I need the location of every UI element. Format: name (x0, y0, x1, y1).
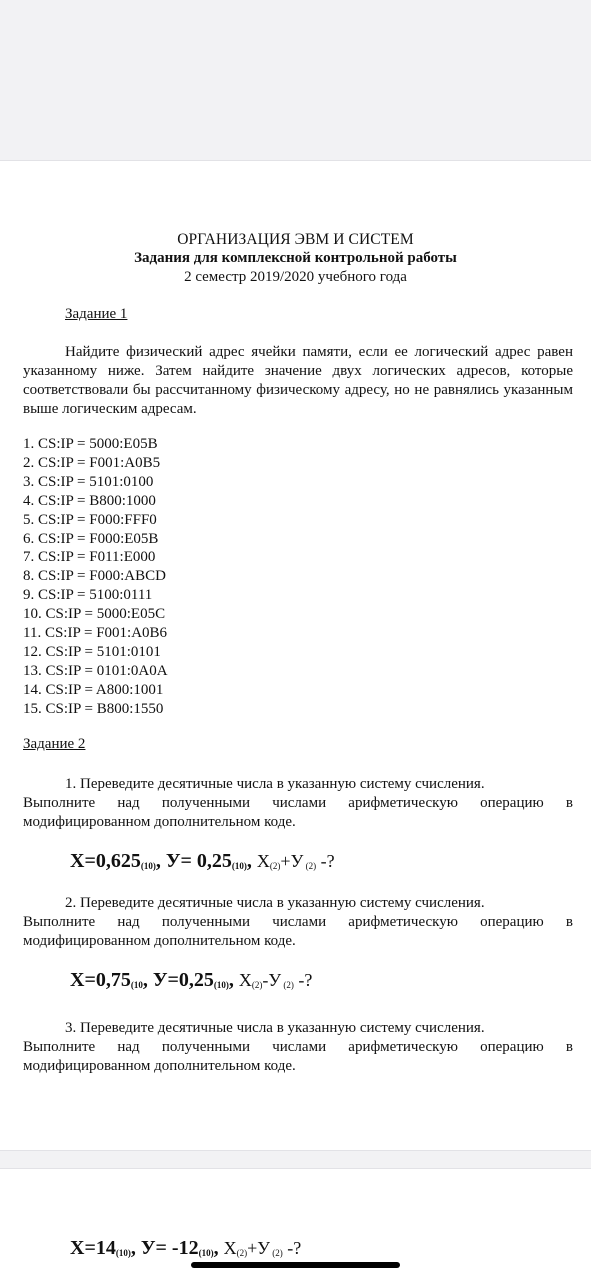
list-item: 7. CS:IP = F011:E000 (23, 549, 156, 566)
list-item: 4. CS:IP = B800:1000 (23, 492, 156, 509)
task2-item2-first-line: 2. Переведите десятичные числа в указанную систему счисления. (65, 895, 485, 911)
formula-x: X=0,625 (70, 850, 141, 872)
task2-item1-text (23, 775, 573, 832)
task2-item1-rest: Выполните над полученными числами арифметическую операцию в модифицированном дополнительном коде. (23, 795, 573, 830)
list-item: 6. CS:IP = F000:E05B (23, 530, 159, 547)
task1-paragraph: Найдите физический адрес ячейки памяти, если ее логический адрес равен указанному ниже. Затем найдите значение двух логических адресов, которые соответствовали бы рассчитанному физическому адресу, но не равнялись указанным выше логическим адресам. (23, 344, 573, 417)
address-list (23, 435, 168, 719)
doc-title: ОРГАНИЗАЦИЯ ЭВМ И СИСТЕМ (177, 231, 414, 248)
task2-item3-text (23, 1019, 573, 1076)
list-item: 8. CS:IP = F000:ABCD (23, 568, 166, 585)
page-break (0, 1150, 591, 1169)
task2-item3-formula: $X=14_{(10)}$, $У= -12_{(10)}$, $X_{(2)}+У$ $_{(2)}$ -? (70, 1237, 302, 1259)
task2-heading: Задание 2 (23, 736, 86, 752)
list-item: 3. CS:IP = 5101:0100 (23, 473, 154, 490)
list-item: 1. CS:IP = 5000:E05B (23, 436, 158, 452)
task2-item3-rest: Выполните над полученными числами арифметическую операцию в модифицированном дополнительном коде. (23, 1039, 573, 1074)
doc-subtitle: Задания для комплексной контрольной работы (134, 250, 457, 266)
page-gap-top (0, 0, 591, 161)
task2-item2-text (23, 894, 573, 951)
list-item: 5. CS:IP = F000:FFF0 (23, 511, 157, 528)
list-item: 2. CS:IP = F001:A0B5 (23, 454, 161, 471)
task2-item1-first-line: 1. Переведите десятичные числа в указанную систему счисления. (65, 776, 485, 792)
list-item: 11. CS:IP = F001:A0B6 (23, 625, 168, 642)
formula-y: У=0,25 (152, 969, 214, 991)
list-item: 10. CS:IP = 5000:E05C (23, 606, 166, 623)
doc-semester: 2 семестр 2019/2020 учебного года (184, 269, 407, 285)
formula-x: X=0,75 (70, 969, 131, 991)
list-item: 14. CS:IP = A800:1001 (23, 681, 164, 698)
formula-x: X=14 (70, 1237, 116, 1259)
formula-y: У= 0,25 (165, 850, 232, 872)
task1-text (23, 343, 573, 419)
home-indicator[interactable] (191, 1262, 400, 1268)
list-item: 9. CS:IP = 5100:0111 (23, 587, 153, 604)
list-item: 13. CS:IP = 0101:0A0A (23, 662, 168, 679)
list-item: 12. CS:IP = 5101:0101 (23, 643, 161, 660)
task2-item2-formula: $X=0,75_{(10}$, $У=0,25_{(10)}$, $X_{(2)}-У$ $_{(2)}$ -? (70, 969, 313, 991)
task1-heading: Задание 1 (65, 306, 128, 322)
task2-item2-rest: Выполните над полученными числами арифметическую операцию в модифицированном дополнительном коде. (23, 914, 573, 949)
list-item: 15. CS:IP = B800:1550 (23, 700, 164, 717)
task2-item1-formula: $X=0,625_{(10)}$, $У= 0,25_{(10)}$, $X_{(2)}+У$ $_{(2)}$ -? (70, 850, 335, 872)
task2-item3-first-line: 3. Переведите десятичные числа в указанную систему счисления. (65, 1020, 485, 1036)
formula-y: У= -12 (140, 1237, 199, 1259)
